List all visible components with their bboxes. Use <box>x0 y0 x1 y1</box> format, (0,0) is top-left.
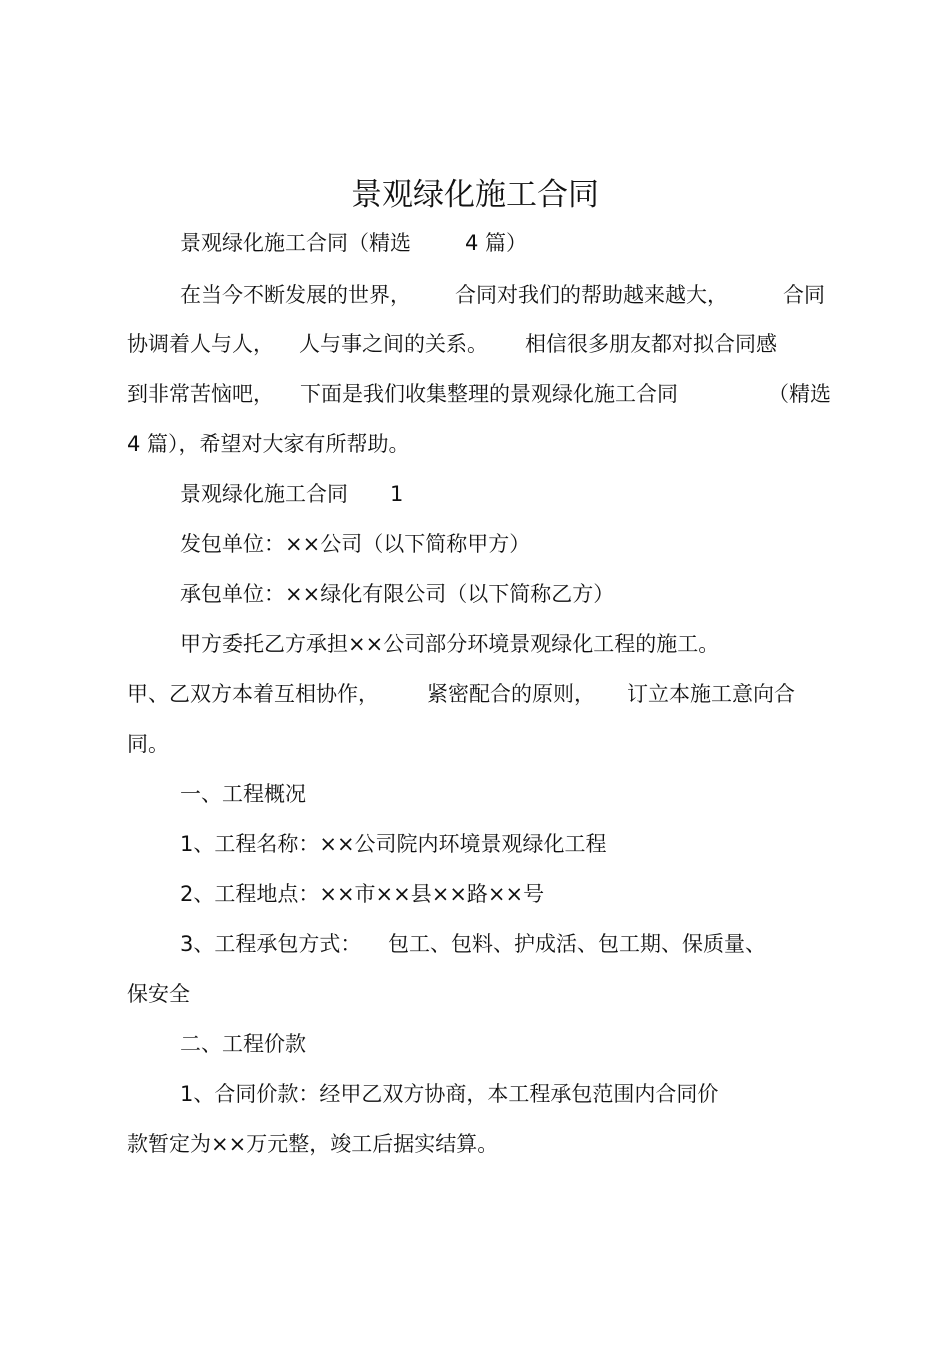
paragraph-line <box>180 929 880 959</box>
text-segment: 3、工程承包方式： <box>180 932 362 956</box>
paragraph-line <box>180 629 880 659</box>
paragraph-line <box>127 679 887 709</box>
section-heading <box>180 779 880 809</box>
text-segment: 4 篇），希望对大家有所帮助。 <box>127 432 410 456</box>
text-segment: 包工、包料、护成活、包工期、保质量、 <box>388 932 766 956</box>
text-segment: 甲、乙双方本着互相协作， <box>127 682 379 706</box>
text-segment: 款暂定为××万元整，竣工后据实结算。 <box>127 1132 499 1156</box>
text-segment: 协调着人与人， <box>127 332 274 356</box>
text-segment: 合同对我们的帮助越来越大， <box>455 283 728 307</box>
paragraph-line <box>127 329 887 359</box>
paragraph-line <box>127 729 887 759</box>
text-segment: 下面是我们收集整理的景观绿化施工合同 <box>300 382 678 406</box>
text-segment: 同。 <box>127 732 169 756</box>
paragraph-line <box>180 529 880 559</box>
paragraph-line <box>180 579 880 609</box>
text-segment: 人与事之间的关系。 <box>299 332 488 356</box>
text-segment: 紧密配合的原则， <box>427 682 595 706</box>
text-segment: 甲方委托乙方承担××公司部分环境景观绿化工程的施工。 <box>180 632 720 656</box>
text-segment: 1、工程名称：××公司院内环境景观绿化工程 <box>180 832 607 856</box>
subtitle-line <box>180 228 880 258</box>
text-segment: （精选 <box>768 382 831 406</box>
text-segment: 在当今不断发展的世界， <box>180 283 411 307</box>
text-segment: 相信很多朋友都对拟合同感 <box>525 332 777 356</box>
text-segment: 2、工程地点：××市××县××路××号 <box>180 882 545 906</box>
text-segment: 合同 <box>783 283 825 307</box>
text-segment: 订立本施工意向合 <box>627 682 795 706</box>
text-segment: 一、工程概况 <box>180 782 306 806</box>
text-segment: 1、合同价款：经甲乙双方协商，本工程承包范围内合同价 <box>180 1082 719 1106</box>
paragraph-line <box>127 979 887 1009</box>
subtitle-text: 景观绿化施工合同（精选 <box>180 231 411 255</box>
section-heading <box>180 479 880 509</box>
paragraph-line <box>180 829 880 859</box>
text-segment: 发包单位：××公司（以下简称甲方） <box>180 532 531 556</box>
text-segment: 景观绿化施工合同 <box>180 482 348 506</box>
text-segment: 保安全 <box>127 982 190 1006</box>
paragraph-line <box>127 1129 887 1159</box>
section-heading <box>180 1029 880 1059</box>
document-title: 景观绿化施工合同 <box>351 177 599 213</box>
paragraph-line <box>180 280 880 310</box>
paragraph-line <box>127 429 887 459</box>
text-segment: 1 <box>390 482 404 506</box>
paragraph-line <box>180 1079 880 1109</box>
paragraph-line <box>127 379 887 409</box>
subtitle-count: 4 篇） <box>465 231 528 255</box>
text-segment: 承包单位：××绿化有限公司（以下简称乙方） <box>180 582 615 606</box>
text-segment: 二、工程价款 <box>180 1032 306 1056</box>
paragraph-line <box>180 879 880 909</box>
text-segment: 到非常苦恼吧， <box>127 382 274 406</box>
